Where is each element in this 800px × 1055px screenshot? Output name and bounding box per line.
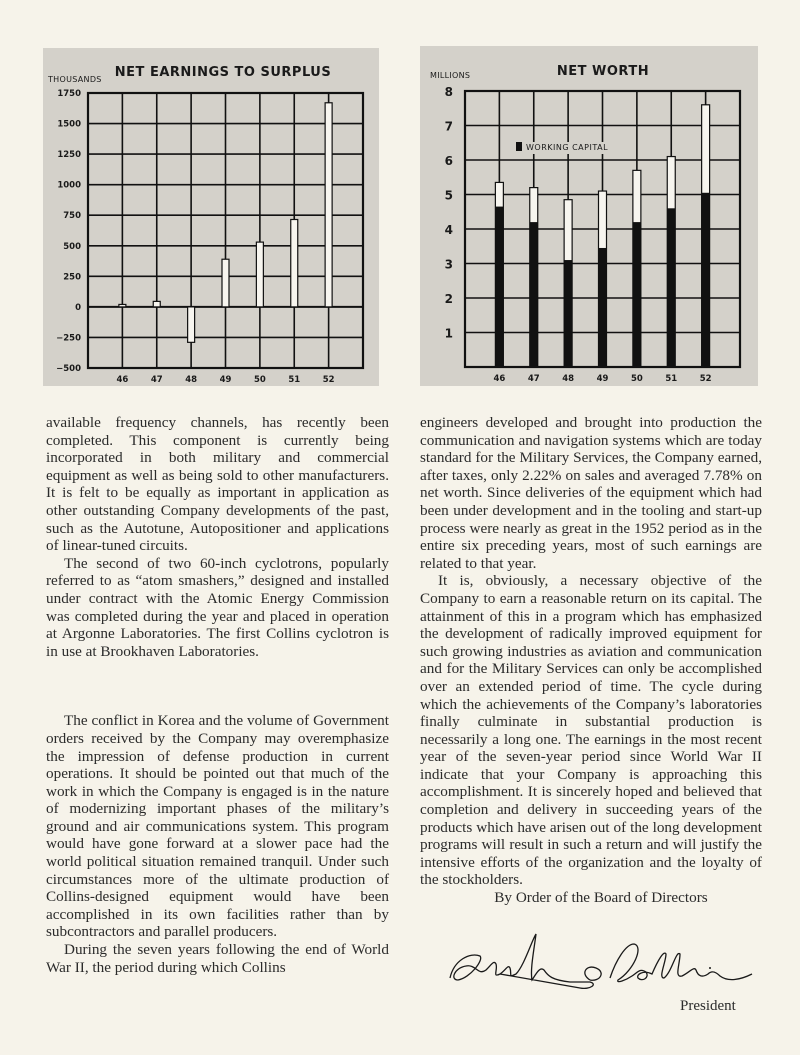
net-earnings-chart-svg — [43, 48, 379, 386]
bar-working-capital — [599, 248, 607, 367]
signature — [440, 930, 760, 1000]
legend-label: WORKING CAPITAL — [526, 143, 609, 152]
legend-swatch — [516, 142, 522, 151]
y-axis-unit-label: THOUSANDS — [48, 75, 102, 84]
bar — [153, 301, 160, 307]
y-tick-label: 750 — [63, 211, 81, 222]
y-tick-label: 4 — [444, 223, 453, 237]
x-tick-label: 49 — [219, 375, 232, 385]
x-tick-label: 47 — [527, 374, 540, 384]
x-tick-label: 47 — [150, 375, 163, 385]
paragraph: engineers developed and brought into production the communication and navigation systems which are today standard for the Military Services, the Company earned, after taxes, only 2.22% on sales and averaged 7.78% on net worth. Since deliveries of the equipment which had been under development and in the tooling and start-up process were nearly as great in the 1952 period as in the entire six preceding years, most of such earnings are related to that year. — [420, 414, 762, 572]
bar-working-capital — [702, 193, 710, 367]
y-tick-label: 250 — [63, 272, 81, 283]
paragraph: The conflict in Korea and the volume of Government orders received by the Company may overemphasize the impression of defense production in current operations. It should be pointed out that much of the work in which the Company is engaged is in the nature of modernizing important phases of the military’s ground and air communications system. This program would have gone forward at a slower pace had the world political situation remained tranquil. Under such circumstances more of the ultimate production of Collins-designed equipment would have been accomplished in its own facilities rather than by subcontractors and parallel producers. — [46, 712, 389, 941]
y-tick-label: −500 — [56, 364, 81, 374]
chart-title: NET EARNINGS TO SURPLUS — [114, 65, 332, 80]
net-earnings-chart — [43, 48, 379, 386]
y-tick-label: 3 — [444, 257, 453, 272]
x-tick-label: 52 — [699, 374, 712, 384]
chart-title: NET WORTH — [556, 64, 650, 79]
x-tick-label: 48 — [562, 374, 575, 384]
x-tick-label: 49 — [596, 374, 609, 384]
y-tick-label: 5 — [444, 188, 453, 203]
paragraph: It is, obviously, a necessary objective of the Company to earn a reasonable return on its capital. The attainment of this in a program which has emphasized the development of radically improved equipment for such growing industries as aviation and communication and for the Military Services can only be accomplished over an extended period of time. The cycle during which the achievements of the Company’s laboratories finally culminate in substantial production is necessarily a long one. The earnings in the most recent year of the seven-year period since World War II indicate that your Company is approaching this accomplishment. It is sincerely hoped and believed that completion and delivery in succeeding years of the products which have arisen out of the long development programs will result in such a return and will justify the intensive efforts of the organization and the loyalty of the stockholders. — [420, 572, 762, 889]
y-tick-label: −250 — [56, 333, 81, 344]
y-tick-label: 0 — [75, 302, 81, 313]
paragraph: During the seven years following the end of World War II, the period during which Collins — [46, 941, 389, 976]
bar-working-capital — [530, 222, 538, 367]
signature-title: President — [680, 998, 736, 1014]
x-tick-label: 46 — [116, 375, 129, 385]
y-tick-label: 8 — [444, 85, 453, 99]
y-tick-label: 1750 — [57, 89, 81, 99]
bar — [222, 259, 229, 307]
section-gap — [46, 660, 389, 712]
x-tick-label: 50 — [630, 374, 643, 384]
bar — [188, 307, 195, 342]
net-worth-chart — [420, 46, 758, 386]
y-tick-label: 1500 — [57, 119, 81, 130]
y-tick-label: 7 — [444, 119, 453, 134]
y-tick-label: 2 — [444, 292, 453, 306]
x-tick-label: 46 — [493, 374, 506, 384]
bar — [119, 304, 126, 306]
x-tick-label: 52 — [322, 375, 335, 385]
right-text-column — [420, 414, 762, 907]
bar-working-capital — [495, 207, 503, 367]
y-tick-label: 1000 — [57, 180, 81, 191]
bar-working-capital — [564, 260, 572, 367]
x-tick-label: 48 — [185, 375, 198, 385]
y-axis-unit-label: MILLIONS — [430, 71, 471, 80]
y-tick-label: 1250 — [57, 150, 81, 161]
paragraph: available frequency channels, has recently been completed. This component is currently being incorporated in both military and commercial equipment as well as being sold to other manufacturers. It is felt to be equally as important in application as other outstanding Company developments of the past, such as the Autotune, Autopositioner and applications of linear-tuned circuits. — [46, 414, 389, 555]
y-tick-label: 6 — [444, 154, 453, 168]
x-tick-label: 50 — [253, 375, 266, 385]
left-text-column — [46, 414, 389, 976]
y-tick-label: 500 — [63, 241, 81, 252]
bar-working-capital — [667, 208, 675, 367]
bar-working-capital — [633, 222, 641, 367]
bar — [325, 103, 332, 307]
paragraph: The second of two 60-inch cyclotrons, popularly referred to as “atom smashers,” designed and installed under contract with the Atomic Energy Commission was completed during the year and placed in operation at Argonne Laboratories. The first Collins cyclotron is in use at Brookhaven Laboratories. — [46, 554, 389, 660]
closing-line: By Order of the Board of Directors — [494, 889, 708, 907]
x-tick-label: 51 — [665, 374, 678, 384]
x-tick-label: 51 — [288, 375, 301, 385]
net-worth-chart-svg — [420, 46, 758, 386]
bar — [291, 220, 298, 307]
y-tick-label: 1 — [444, 326, 453, 341]
bar — [256, 242, 263, 307]
